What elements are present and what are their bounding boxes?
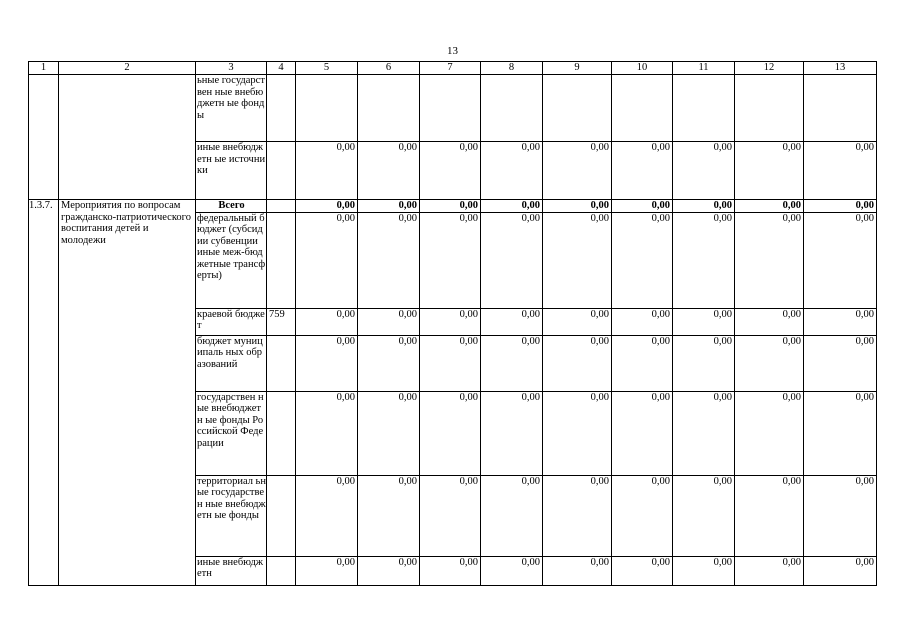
value-cell: 0,00	[481, 200, 543, 213]
column-header: 3	[196, 62, 267, 75]
value-cell	[481, 75, 543, 142]
value-cell: 0,00	[420, 308, 481, 335]
value-cell: 0,00	[612, 142, 673, 200]
value-cell: 0,00	[612, 308, 673, 335]
value-cell: 0,00	[481, 335, 543, 391]
funding-source-cell: государствен ные внебюджетн ые фонды Российской Федерации	[196, 391, 267, 475]
column-header: 13	[804, 62, 877, 75]
item-number-cell: 1.3.7.	[29, 200, 59, 586]
header-row	[29, 62, 877, 75]
page-number: 13	[447, 45, 458, 57]
funding-source-cell: краевой бюджет	[196, 308, 267, 335]
value-cell: 0,00	[543, 556, 612, 585]
value-cell: 0,00	[612, 200, 673, 213]
value-cell: 0,00	[481, 475, 543, 556]
column-header: 6	[358, 62, 420, 75]
value-cell	[543, 75, 612, 142]
value-cell: 0,00	[673, 200, 735, 213]
value-cell: 0,00	[296, 200, 358, 213]
value-cell: 0,00	[358, 391, 420, 475]
value-cell: 0,00	[673, 335, 735, 391]
column-header: 2	[59, 62, 196, 75]
value-cell: 0,00	[735, 475, 804, 556]
value-cell: 0,00	[543, 212, 612, 308]
code-cell	[267, 200, 296, 213]
funding-source-cell: федеральный бюджет (субсидии субвенции иные меж-бюджетные трансферты)	[196, 212, 267, 308]
value-cell: 0,00	[804, 475, 877, 556]
funding-source-cell: иные внебюджетн	[196, 556, 267, 585]
value-cell: 0,00	[358, 200, 420, 213]
code-cell	[267, 475, 296, 556]
value-cell: 0,00	[804, 142, 877, 200]
funding-source-cell: Всего	[196, 200, 267, 213]
value-cell: 0,00	[420, 200, 481, 213]
value-cell: 0,00	[612, 475, 673, 556]
column-header: 10	[612, 62, 673, 75]
value-cell: 0,00	[481, 391, 543, 475]
value-cell: 0,00	[543, 335, 612, 391]
value-cell: 0,00	[296, 142, 358, 200]
value-cell: 0,00	[543, 475, 612, 556]
value-cell: 0,00	[296, 556, 358, 585]
value-cell: 0,00	[358, 556, 420, 585]
value-cell: 0,00	[804, 556, 877, 585]
value-cell: 0,00	[358, 308, 420, 335]
code-cell	[267, 75, 296, 142]
value-cell: 0,00	[673, 142, 735, 200]
value-cell: 0,00	[735, 335, 804, 391]
value-cell: 0,00	[420, 335, 481, 391]
code-cell	[267, 142, 296, 200]
value-cell	[735, 75, 804, 142]
code-cell: 759	[267, 308, 296, 335]
value-cell: 0,00	[673, 391, 735, 475]
value-cell: 0,00	[543, 308, 612, 335]
value-cell	[296, 75, 358, 142]
column-header: 12	[735, 62, 804, 75]
value-cell: 0,00	[420, 142, 481, 200]
value-cell: 0,00	[804, 335, 877, 391]
item-number-cell	[29, 75, 59, 200]
column-header: 5	[296, 62, 358, 75]
funding-source-cell: территориал ьные государствен ные внебюджетн ые фонды	[196, 475, 267, 556]
value-cell	[804, 75, 877, 142]
value-cell: 0,00	[612, 212, 673, 308]
value-cell	[612, 75, 673, 142]
value-cell: 0,00	[481, 308, 543, 335]
value-cell: 0,00	[481, 212, 543, 308]
column-header: 1	[29, 62, 59, 75]
value-cell: 0,00	[735, 142, 804, 200]
value-cell: 0,00	[296, 391, 358, 475]
column-header: 9	[543, 62, 612, 75]
value-cell: 0,00	[673, 212, 735, 308]
code-cell	[267, 335, 296, 391]
value-cell: 0,00	[358, 142, 420, 200]
value-cell: 0,00	[804, 391, 877, 475]
value-cell: 0,00	[358, 212, 420, 308]
value-cell: 0,00	[358, 335, 420, 391]
value-cell: 0,00	[735, 212, 804, 308]
value-cell: 0,00	[296, 212, 358, 308]
value-cell: 0,00	[612, 556, 673, 585]
value-cell: 0,00	[481, 142, 543, 200]
value-cell: 0,00	[543, 142, 612, 200]
value-cell: 0,00	[420, 556, 481, 585]
value-cell: 0,00	[612, 335, 673, 391]
value-cell: 0,00	[735, 308, 804, 335]
value-cell: 0,00	[481, 556, 543, 585]
item-name-cell	[59, 75, 196, 200]
value-cell: 0,00	[673, 556, 735, 585]
item-name-cell: Мероприятия по вопросам гражданско-патриотического воспитания детей и молодежи	[59, 200, 196, 586]
value-cell	[673, 75, 735, 142]
value-cell: 0,00	[543, 200, 612, 213]
budget-table	[28, 61, 877, 586]
value-cell	[358, 75, 420, 142]
column-header: 8	[481, 62, 543, 75]
code-cell	[267, 391, 296, 475]
value-cell: 0,00	[735, 391, 804, 475]
funding-source-cell: ьные государствен ные внебюджетн ые фонды	[196, 75, 267, 142]
code-cell	[267, 212, 296, 308]
value-cell: 0,00	[420, 391, 481, 475]
value-cell: 0,00	[735, 200, 804, 213]
value-cell: 0,00	[296, 308, 358, 335]
value-cell: 0,00	[420, 475, 481, 556]
funding-source-cell: иные внебюджетн ые источники	[196, 142, 267, 200]
value-cell: 0,00	[612, 391, 673, 475]
value-cell: 0,00	[420, 212, 481, 308]
value-cell: 0,00	[673, 475, 735, 556]
value-cell	[420, 75, 481, 142]
table-row	[29, 200, 877, 213]
column-header: 7	[420, 62, 481, 75]
value-cell: 0,00	[296, 335, 358, 391]
value-cell: 0,00	[804, 212, 877, 308]
code-cell	[267, 556, 296, 585]
value-cell: 0,00	[543, 391, 612, 475]
table-row	[29, 75, 877, 142]
value-cell: 0,00	[804, 308, 877, 335]
value-cell: 0,00	[673, 308, 735, 335]
value-cell: 0,00	[804, 200, 877, 213]
value-cell: 0,00	[735, 556, 804, 585]
value-cell: 0,00	[296, 475, 358, 556]
column-header: 4	[267, 62, 296, 75]
value-cell: 0,00	[358, 475, 420, 556]
funding-source-cell: бюджет муниципаль ных образований	[196, 335, 267, 391]
column-header: 11	[673, 62, 735, 75]
